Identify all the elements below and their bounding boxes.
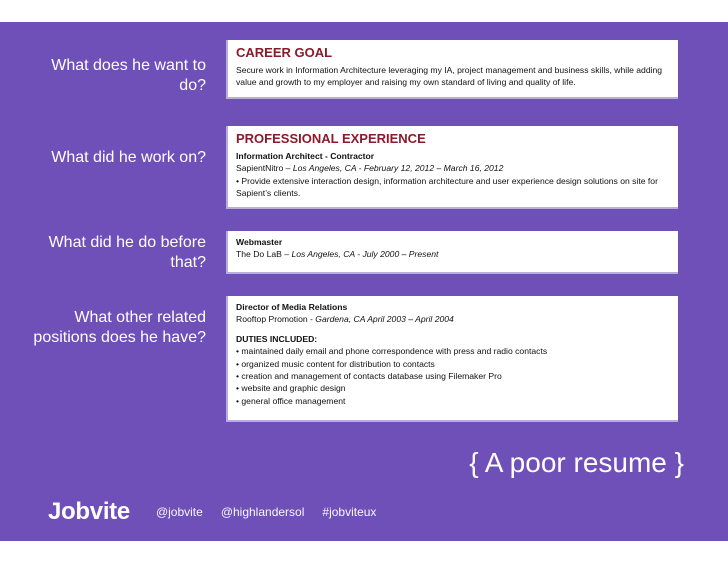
media-company-line [236,313,670,325]
webmaster-details: Los Angeles, CA - July 2000 – Present [291,249,439,260]
media-details: Gardena, CA April 2003 – April 2004 [315,314,454,325]
job-company-separator: – [283,163,293,174]
job-role: Information Architect - Contractor [236,151,375,161]
career-goal-box [226,40,678,99]
career-goal-text: Secure work in Information Architecture leveraging my IA, project management and business skills, while adding value and growth to my employer and raising my own standard of living and quality of life. [236,65,663,88]
jobvite-logo: Jobvite [48,498,130,525]
question-career-goal: What does he want to do? [51,57,206,94]
handle-highlandersol[interactable]: @highlandersol [220,505,305,519]
duty-item: • general office management [236,395,346,406]
webmaster-company-separator: – [281,249,292,260]
webmaster-box [226,231,678,274]
media-company: Rooftop Promotion [236,314,308,325]
professional-experience-box [226,126,678,209]
job-company: SapientNitro [236,163,284,174]
job-company-line [236,162,670,174]
slide [0,22,728,541]
webmaster-company: The Do LaB [236,249,282,260]
career-goal-title: CAREER GOAL [236,45,333,60]
question-before: What did he do before that? [48,234,206,271]
question-work: What did he work on? [51,149,206,166]
tagline: { A poor resume } [469,447,684,478]
job-bullet: • Provide extensive interaction design, information architecture and user experience design solutions on site for Sapient’s clients. [236,175,658,199]
media-company-separator: - [307,314,316,325]
media-relations-box [226,296,678,422]
webmaster-company-line [236,248,670,260]
duty-item: • organized music content for distribution to contacts [236,358,435,369]
footer [48,498,394,526]
job-details: Los Angeles, CA - February 12, 2012 – March 16, 2012 [292,163,504,174]
duty-item: • maintained daily email and phone correspondence with press and radio contacts [236,346,548,357]
duty-item: • website and graphic design [236,383,346,394]
question-other-positions: What other related positions does he have? [33,309,206,346]
duties-title: DUTIES INCLUDED: [236,333,318,344]
duty-item: • creation and management of contacts database using Filemaker Pro [236,371,502,382]
media-role: Director of Media Relations [236,302,348,312]
handle-jobvite[interactable]: @jobvite [155,505,203,519]
webmaster-role: Webmaster [236,237,283,247]
hashtag-jobviteux[interactable]: #jobviteux [322,505,377,519]
professional-experience-title: PROFESSIONAL EXPERIENCE [236,131,426,146]
